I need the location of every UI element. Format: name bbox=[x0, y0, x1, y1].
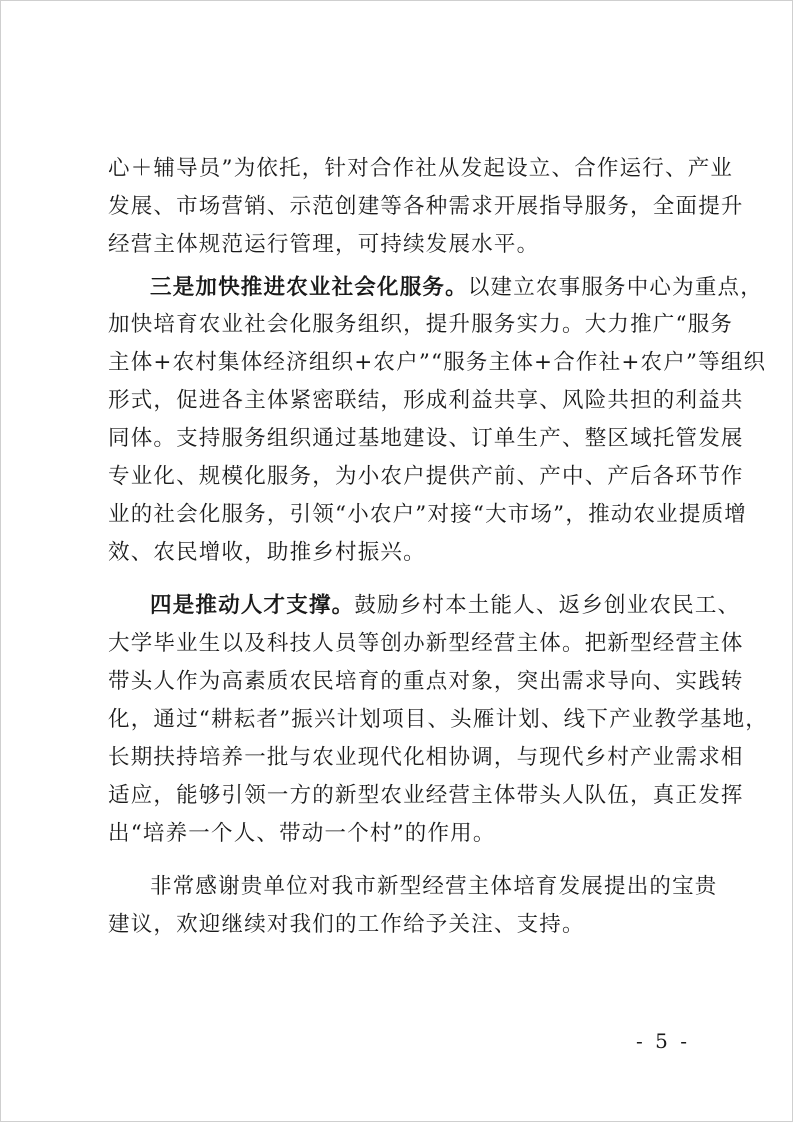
body-text-line: 效、农民增收，助推乡村振兴。 bbox=[108, 540, 426, 565]
body-text-line: 大学毕业生以及科技人员等创办新型经营主体。把新型经营主体 bbox=[108, 631, 744, 656]
body-text-line: 加快培育农业社会化服务组织，提升服务实力。大力推广“服务 bbox=[108, 312, 734, 337]
body-text-line: 业的社会化服务，引领“小农户”对接“大市场”，推动农业提质增 bbox=[108, 502, 747, 527]
section-heading: 四是推动人才支撑。 bbox=[150, 593, 355, 618]
body-text-line: 形式，促进各主体紧密联结，形成利益共享、风险共担的利益共 bbox=[108, 388, 744, 413]
body-text-line: 适应，能够引领一方的新型农业经营主体带头人队伍，真正发挥 bbox=[108, 783, 744, 808]
body-text-line: 化，通过“耕耘者”振兴计划项目、头雁计划、线下产业教学基地， bbox=[108, 707, 768, 732]
body-text: 以建立农事服务中心为重点， bbox=[467, 275, 763, 300]
body-text: 鼓励乡村本土能人、返乡创业农民工、 bbox=[354, 593, 741, 618]
body-text-line: 心＋辅导员”为依托，针对合作社从发起设立、合作运行、产业 bbox=[108, 156, 734, 181]
body-text-line: 主体+农村集体经济组织+农户”“服务主体+合作社+农户”等组织 bbox=[108, 350, 767, 375]
paragraph-first-line bbox=[150, 274, 763, 302]
body-text-line: 发展、市场营销、示范创建等各种需求开展指导服务，全面提升 bbox=[108, 194, 744, 219]
section-heading: 三是加快推进农业社会化服务。 bbox=[150, 275, 468, 300]
body-text-line: 专业化、规模化服务，为小农户提供产前、产中、产后各环节作 bbox=[108, 464, 744, 489]
paragraph-first-line: 非常感谢贵单位对我市新型经营主体培育发展提出的宝贵 bbox=[150, 874, 718, 899]
paragraph-first-line bbox=[150, 592, 750, 620]
page-number: - 5 - bbox=[636, 1029, 690, 1053]
body-text-line: 经营主体规范运行管理，可持续发展水平。 bbox=[108, 232, 540, 257]
body-text-line: 建议，欢迎继续对我们的工作给予关注、支持。 bbox=[108, 912, 585, 937]
body-text-line: 同体。支持服务组织通过基地建设、订单生产、整区域托管发展 bbox=[108, 426, 744, 451]
body-text-line: 长期扶持培养一批与农业现代化相协调，与现代乡村产业需求相 bbox=[108, 745, 744, 770]
body-text-line: 出“培养一个人、带动一个村”的作用。 bbox=[108, 821, 496, 846]
body-text-line: 带头人作为高素质农民培育的重点对象，突出需求导向、实践转 bbox=[108, 669, 744, 694]
